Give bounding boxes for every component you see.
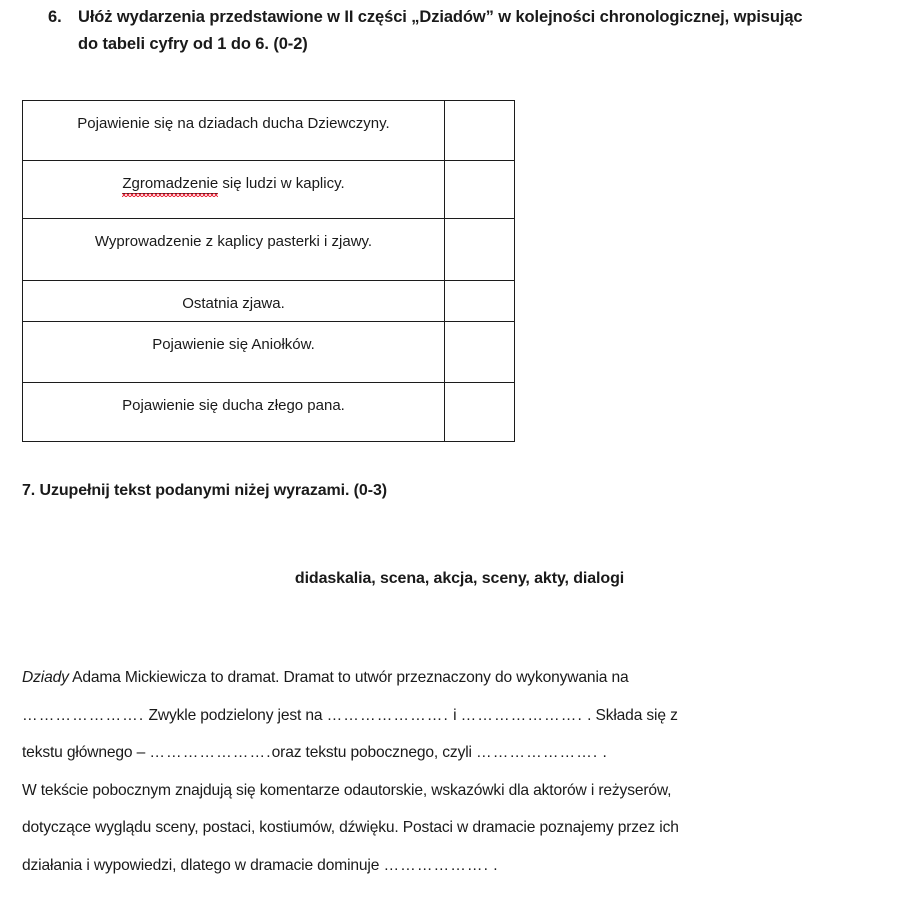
event-answer-cell[interactable] (445, 322, 515, 383)
paragraph-line-3-c: . (598, 744, 607, 761)
paragraph-line-4: W tekście pobocznym znajdują się komentarze odautorskie, wskazówki dla aktorów i reżyserów, (22, 781, 672, 799)
event-label-cell (23, 161, 445, 219)
paragraph-line-5: dotyczące wyglądu sceny, postaci, kostiumów, dźwięku. Postaci w dramacie poznajemy przez ich (22, 819, 679, 836)
blank-field-3[interactable]: …………………. (460, 706, 583, 724)
event-label-cell (23, 322, 445, 383)
paragraph-line-1-rest: Adama Mickiewicza to dramat. Dramat to utwór przeznaczony do wykonywania na (68, 669, 629, 686)
work-title: Dziady (22, 669, 69, 686)
table-row (23, 281, 515, 322)
question-6-heading (48, 4, 868, 58)
event-label: Pojawienie się na dziadach ducha Dziewczyny. (77, 115, 390, 132)
question-7-heading: 7. Uzupełnij tekst podanymi niżej wyrazami. (0-3) (22, 482, 387, 499)
table-row (23, 101, 515, 161)
blank-field-2[interactable]: …………………. (326, 706, 449, 724)
event-label: Pojawienie się Aniołków. (152, 336, 315, 353)
paragraph-line-3-a: tekstu głównego – (22, 744, 150, 761)
event-answer-cell[interactable] (445, 383, 515, 442)
paragraph-line-6-b: . (489, 856, 498, 874)
event-label-cell (23, 383, 445, 442)
blank-field-6[interactable]: ………………. (383, 856, 490, 874)
question-6-line-1 (48, 4, 868, 31)
blank-field-1[interactable]: …………………. (22, 706, 145, 724)
event-label-cell (23, 219, 445, 281)
event-label: Pojawienie się ducha złego pana. (122, 397, 345, 414)
event-label-cell (23, 101, 445, 161)
event-answer-cell[interactable] (445, 281, 515, 322)
paragraph-line-6 (22, 847, 846, 885)
blank-field-4[interactable]: …………………. (149, 744, 272, 761)
event-answer-cell[interactable] (445, 219, 515, 281)
table-row (23, 219, 515, 281)
blank-field-5[interactable]: …………………. (476, 744, 599, 761)
table-row (23, 383, 515, 442)
events-ordering-table (22, 100, 515, 442)
table-row (23, 322, 515, 383)
paragraph-line-3 (22, 734, 846, 772)
question-6-number: 6. (48, 8, 62, 26)
paragraph-line-6-a: działania i wypowiedzi, dlatego w dramacie dominuje (22, 856, 384, 874)
event-answer-cell[interactable] (445, 161, 515, 219)
event-answer-cell[interactable] (445, 101, 515, 161)
paragraph-line-2-c: . Składa się z (582, 706, 678, 724)
event-label: Wyprowadzenie z kaplicy pasterki i zjawy. (94, 233, 373, 250)
table-row (23, 161, 515, 219)
paragraph-line-1 (22, 659, 846, 697)
word-bank: didaskalia, scena, akcja, sceny, akty, dialogi (294, 570, 625, 587)
event-label: Ostatnia zjawa. (182, 295, 285, 312)
paragraph-line-2-b: i (448, 706, 461, 724)
event-label: się ludzi w kaplicy. (218, 175, 345, 192)
question-6-text-line-1: Ułóż wydarzenia przedstawione w II części „Dziadów” w kolejności chronologicznej, wpisując (78, 8, 803, 26)
fill-in-the-blanks-paragraph (22, 659, 846, 884)
paragraph-line-2 (22, 697, 846, 735)
paragraph-line-2-a: Zwykle podzielony jest na (144, 706, 327, 724)
question-6-text-line-2: do tabeli cyfry od 1 do 6. (0-2) (78, 35, 308, 53)
paragraph-line-3-b: oraz tekstu pobocznego, czyli (271, 744, 477, 761)
misspelled-word: Zgromadzenie (122, 175, 219, 192)
event-label-cell (23, 281, 445, 322)
